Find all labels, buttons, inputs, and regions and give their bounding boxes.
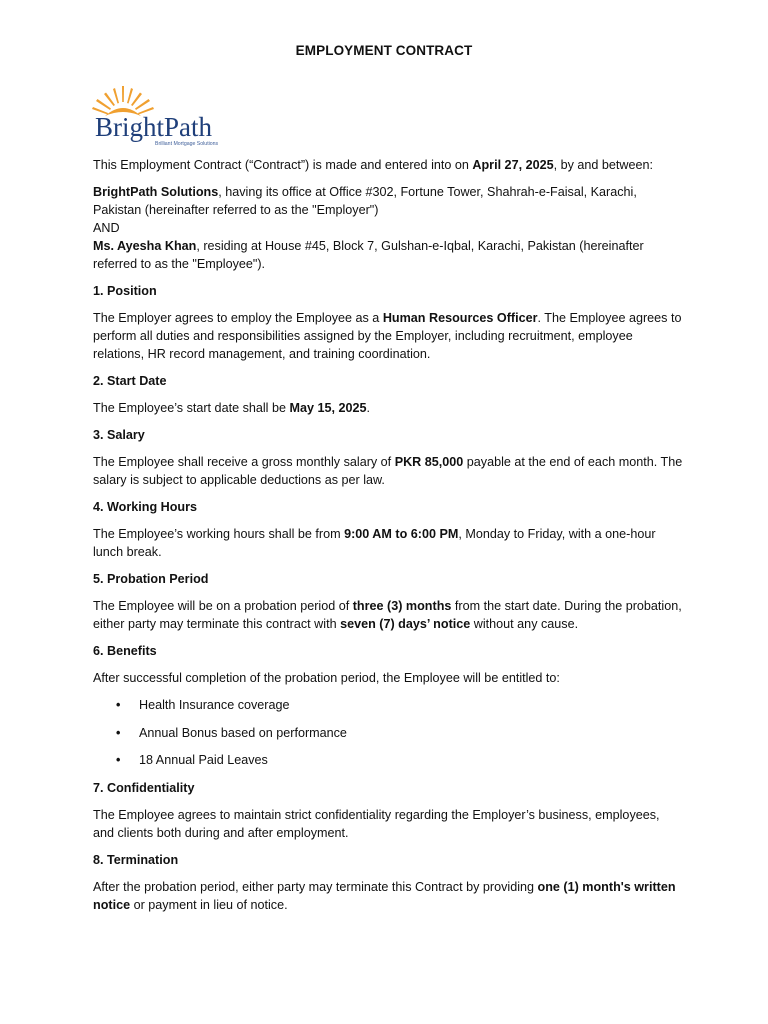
employer-party [93, 183, 683, 219]
section-body-salary [93, 453, 683, 489]
section-body-working-hours [93, 525, 683, 561]
contract-date: April 27, 2025 [472, 158, 554, 172]
section-heading-termination: 8. Termination [93, 852, 179, 867]
list-item [93, 724, 683, 742]
section-body-start-date [93, 399, 683, 417]
bullet-icon: • [116, 698, 121, 712]
text-span: or payment in lieu of notice. [130, 897, 288, 912]
section-body-termination [93, 878, 683, 914]
list-item [93, 751, 683, 769]
and-separator: AND [93, 221, 120, 235]
document-title: EMPLOYMENT CONTRACT [295, 43, 473, 58]
text-span: without any cause. [470, 617, 579, 631]
bullet-icon: • [116, 753, 121, 767]
contract-body [93, 156, 683, 923]
salary-amount: PKR 85,000 [394, 455, 464, 469]
section-body-position [93, 309, 683, 363]
logo-wordmark: BrightPath [95, 112, 213, 142]
text-span: The Employee’s working hours shall be from [93, 527, 345, 541]
logo-tagline: Brilliant Mortgage Solutions [155, 141, 219, 147]
probation-notice: seven (7) days’ notice [340, 617, 471, 631]
text-span: . [366, 401, 371, 415]
text-span: The Employee shall receive a gross monthly salary of [93, 455, 395, 469]
benefit-text: Annual Bonus based on performance [139, 725, 347, 740]
text-span: payable at the end of each month. The salary is subject to applicable deductions as per law. [93, 455, 683, 487]
working-hours: 9:00 AM to 6:00 PM [344, 527, 459, 541]
list-item [93, 696, 683, 714]
section-body-benefits: After successful completion of the probation period, the Employee will be entitled to: [93, 671, 560, 685]
section-heading-benefits: 6. Benefits [93, 644, 157, 658]
benefit-text: Health Insurance coverage [139, 698, 290, 712]
text-span: After the probation period, either party may terminate this Contract by providing [93, 879, 538, 894]
employee-name: Ms. Ayesha Khan [93, 239, 197, 253]
employee-party [93, 237, 683, 273]
start-date: May 15, 2025 [289, 401, 367, 415]
section-heading-salary: 3. Salary [93, 428, 145, 442]
bullet-icon: • [116, 725, 121, 740]
employee-details: , residing at House #45, Block 7, Gulshan-e-Iqbal, Karachi, Pakistan (hereinafter referred to as the "Employee"). [93, 239, 644, 271]
intro-paragraph [93, 156, 683, 174]
probation-length: three (3) months [352, 599, 452, 613]
brightpath-logo [91, 86, 231, 150]
text-span: The Employee’s start date shall be [93, 401, 290, 415]
section-heading-confidentiality: 7. Confidentiality [93, 780, 195, 795]
employer-details: , having its office at Office #302, Fortune Tower, Shahrah-e-Faisal, Karachi, Pakistan (hereinafter referred to as the "Employer") [93, 185, 637, 217]
section-heading-probation: 5. Probation Period [93, 572, 209, 586]
termination-notice: one (1) month's written notice [93, 879, 676, 912]
employer-name: BrightPath Solutions [93, 185, 219, 199]
section-body-probation [93, 597, 683, 633]
text-span: The Employer agrees to employ the Employee as a [93, 311, 383, 325]
section-heading-position: 1. Position [93, 284, 157, 298]
section-body-confidentiality: The Employee agrees to maintain strict confidentiality regarding the Employer’s business, employees, and clients both during and after employment. [93, 807, 660, 840]
text-span: , Monday to Friday, with a one-hour lunch break. [93, 527, 656, 559]
intro-text-end: , by and between: [553, 158, 654, 172]
benefit-text: 18 Annual Paid Leaves [139, 753, 268, 767]
job-title: Human Resources Officer [382, 311, 538, 325]
intro-text: This Employment Contract (“Contract”) is made and entered into on [93, 158, 473, 172]
text-span: . The Employee agrees to perform all duties and responsibilities assigned by the Employer, including recruitment, employee relations, HR record management, and training coordination. [93, 311, 682, 361]
benefits-list [93, 696, 683, 769]
text-span: from the start date. During the probation, either party may terminate this contract with [93, 599, 682, 631]
section-heading-start-date: 2. Start Date [93, 374, 167, 388]
section-heading-working-hours: 4. Working Hours [93, 500, 198, 514]
text-span: The Employee will be on a probation period of [93, 599, 353, 613]
